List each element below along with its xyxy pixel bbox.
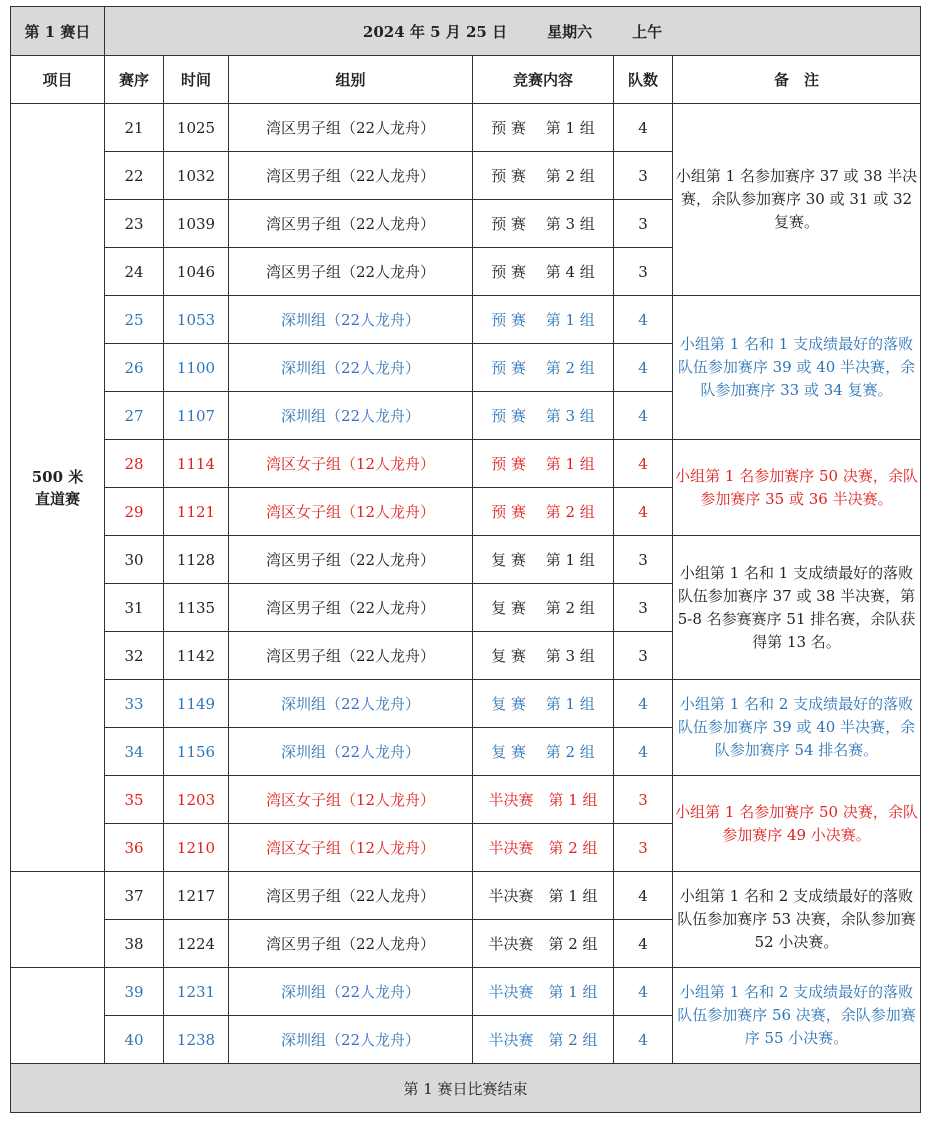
event-cell-empty xyxy=(11,872,105,968)
time-cell: 1149 xyxy=(164,680,229,728)
content-cell: 预 赛 第 4 组 xyxy=(473,248,614,296)
teams-cell: 4 xyxy=(614,392,673,440)
group-cell: 湾区男子组（22人龙舟） xyxy=(229,104,473,152)
group-cell: 深圳组（22人龙舟） xyxy=(229,296,473,344)
teams-cell: 4 xyxy=(614,488,673,536)
group-cell: 深圳组（22人龙舟） xyxy=(229,392,473,440)
time-cell: 1224 xyxy=(164,920,229,968)
time-cell: 1128 xyxy=(164,536,229,584)
teams-cell: 3 xyxy=(614,152,673,200)
seq-cell: 24 xyxy=(105,248,164,296)
note-cell: 小组第 1 名参加赛序 50 决赛，余队参加赛序 49 小决赛。 xyxy=(673,776,921,872)
time-cell: 1046 xyxy=(164,248,229,296)
content-cell: 复 赛 第 1 组 xyxy=(473,680,614,728)
col-header-time: 时间 xyxy=(164,56,229,104)
group-cell: 湾区男子组（22人龙舟） xyxy=(229,536,473,584)
col-header-notes: 备 注 xyxy=(673,56,921,104)
table-row xyxy=(11,296,921,344)
col-header-teams: 队数 xyxy=(614,56,673,104)
teams-cell: 4 xyxy=(614,920,673,968)
group-cell: 深圳组（22人龙舟） xyxy=(229,1016,473,1064)
group-cell: 湾区女子组（12人龙舟） xyxy=(229,440,473,488)
note-cell: 小组第 1 名和 2 支成绩最好的落败队伍参加赛序 53 决赛，余队参加赛 52 小决赛。 xyxy=(673,872,921,968)
group-cell: 湾区男子组（22人龙舟） xyxy=(229,632,473,680)
col-header-content: 竞赛内容 xyxy=(473,56,614,104)
seq-cell: 29 xyxy=(105,488,164,536)
seq-cell: 37 xyxy=(105,872,164,920)
teams-cell: 4 xyxy=(614,296,673,344)
schedule-table xyxy=(10,6,921,1113)
table-row xyxy=(11,968,921,1016)
group-cell: 深圳组（22人龙舟） xyxy=(229,344,473,392)
group-cell: 湾区女子组（12人龙舟） xyxy=(229,488,473,536)
content-cell: 预 赛 第 1 组 xyxy=(473,104,614,152)
teams-cell: 3 xyxy=(614,248,673,296)
seq-cell: 25 xyxy=(105,296,164,344)
footer-text: 第 1 赛日比赛结束 xyxy=(11,1064,921,1113)
group-cell: 深圳组（22人龙舟） xyxy=(229,680,473,728)
col-header-event: 项目 xyxy=(11,56,105,104)
content-cell: 复 赛 第 1 组 xyxy=(473,536,614,584)
time-cell: 1203 xyxy=(164,776,229,824)
content-cell: 半决赛 第 2 组 xyxy=(473,920,614,968)
col-header-group: 组别 xyxy=(229,56,473,104)
seq-cell: 38 xyxy=(105,920,164,968)
time-cell: 1053 xyxy=(164,296,229,344)
group-cell: 湾区女子组（12人龙舟） xyxy=(229,824,473,872)
content-cell: 复 赛 第 2 组 xyxy=(473,584,614,632)
event-cell-empty xyxy=(11,968,105,1064)
content-cell: 预 赛 第 2 组 xyxy=(473,152,614,200)
table-row xyxy=(11,680,921,728)
group-cell: 湾区女子组（12人龙舟） xyxy=(229,776,473,824)
table-row xyxy=(11,776,921,824)
content-cell: 半决赛 第 1 组 xyxy=(473,872,614,920)
teams-cell: 3 xyxy=(614,824,673,872)
event-name-line1: 500 米 xyxy=(31,467,84,486)
note-cell: 小组第 1 名和 1 支成绩最好的落败队伍参加赛序 39 或 40 半决赛，余队参加赛序 33 或 34 复赛。 xyxy=(673,296,921,440)
content-cell: 半决赛 第 2 组 xyxy=(473,824,614,872)
content-cell: 半决赛 第 1 组 xyxy=(473,776,614,824)
seq-cell: 39 xyxy=(105,968,164,1016)
time-cell: 1231 xyxy=(164,968,229,1016)
note-cell: 小组第 1 名和 2 支成绩最好的落败队伍参加赛序 39 或 40 半决赛，余队参加赛序 54 排名赛。 xyxy=(673,680,921,776)
teams-cell: 4 xyxy=(614,440,673,488)
group-cell: 深圳组（22人龙舟） xyxy=(229,728,473,776)
title-row xyxy=(11,7,921,56)
content-cell: 预 赛 第 2 组 xyxy=(473,344,614,392)
content-cell: 预 赛 第 3 组 xyxy=(473,200,614,248)
content-cell: 复 赛 第 2 组 xyxy=(473,728,614,776)
table-row xyxy=(11,872,921,920)
content-cell: 半决赛 第 2 组 xyxy=(473,1016,614,1064)
note-cell: 小组第 1 名参加赛序 50 决赛，余队参加赛序 35 或 36 半决赛。 xyxy=(673,440,921,536)
time-cell: 1114 xyxy=(164,440,229,488)
teams-cell: 4 xyxy=(614,680,673,728)
content-cell: 预 赛 第 2 组 xyxy=(473,488,614,536)
teams-cell: 3 xyxy=(614,536,673,584)
seq-cell: 34 xyxy=(105,728,164,776)
time-cell: 1135 xyxy=(164,584,229,632)
content-cell: 预 赛 第 1 组 xyxy=(473,296,614,344)
seq-cell: 28 xyxy=(105,440,164,488)
seq-cell: 21 xyxy=(105,104,164,152)
time-cell: 1238 xyxy=(164,1016,229,1064)
group-cell: 湾区男子组（22人龙舟） xyxy=(229,584,473,632)
seq-cell: 35 xyxy=(105,776,164,824)
note-cell: 小组第 1 名和 2 支成绩最好的落败队伍参加赛序 56 决赛，余队参加赛序 55 小决赛。 xyxy=(673,968,921,1064)
seq-cell: 32 xyxy=(105,632,164,680)
col-header-seq: 赛序 xyxy=(105,56,164,104)
content-cell: 半决赛 第 1 组 xyxy=(473,968,614,1016)
teams-cell: 3 xyxy=(614,200,673,248)
seq-cell: 22 xyxy=(105,152,164,200)
seq-cell: 27 xyxy=(105,392,164,440)
seq-cell: 36 xyxy=(105,824,164,872)
time-cell: 1025 xyxy=(164,104,229,152)
group-cell: 湾区男子组（22人龙舟） xyxy=(229,200,473,248)
time-cell: 1210 xyxy=(164,824,229,872)
day-label: 第 1 赛日 xyxy=(11,7,105,56)
time-cell: 1217 xyxy=(164,872,229,920)
period-text: 上午 xyxy=(632,22,663,41)
event-name-line2: 直道赛 xyxy=(34,489,80,508)
content-cell: 预 赛 第 1 组 xyxy=(473,440,614,488)
event-cell xyxy=(11,104,105,872)
teams-cell: 3 xyxy=(614,584,673,632)
teams-cell: 3 xyxy=(614,776,673,824)
seq-cell: 31 xyxy=(105,584,164,632)
time-cell: 1039 xyxy=(164,200,229,248)
group-cell: 深圳组（22人龙舟） xyxy=(229,968,473,1016)
group-cell: 湾区男子组（22人龙舟） xyxy=(229,872,473,920)
time-cell: 1156 xyxy=(164,728,229,776)
table-row xyxy=(11,104,921,152)
time-cell: 1100 xyxy=(164,344,229,392)
seq-cell: 40 xyxy=(105,1016,164,1064)
date-header xyxy=(105,7,921,56)
footer-row xyxy=(11,1064,921,1113)
teams-cell: 3 xyxy=(614,632,673,680)
weekday-text: 星期六 xyxy=(547,22,593,41)
teams-cell: 4 xyxy=(614,728,673,776)
group-cell: 湾区男子组（22人龙舟） xyxy=(229,248,473,296)
group-cell: 湾区男子组（22人龙舟） xyxy=(229,152,473,200)
teams-cell: 4 xyxy=(614,872,673,920)
seq-cell: 30 xyxy=(105,536,164,584)
seq-cell: 23 xyxy=(105,200,164,248)
teams-cell: 4 xyxy=(614,344,673,392)
table-row xyxy=(11,536,921,584)
teams-cell: 4 xyxy=(614,968,673,1016)
time-cell: 1107 xyxy=(164,392,229,440)
date-text: 2024 年 5 月 25 日 xyxy=(362,22,508,41)
column-header-row xyxy=(11,56,921,104)
table-row xyxy=(11,440,921,488)
teams-cell: 4 xyxy=(614,1016,673,1064)
note-cell: 小组第 1 名参加赛序 37 或 38 半决赛，余队参加赛序 30 或 31 或 32 复赛。 xyxy=(673,104,921,296)
seq-cell: 26 xyxy=(105,344,164,392)
time-cell: 1142 xyxy=(164,632,229,680)
teams-cell: 4 xyxy=(614,104,673,152)
seq-cell: 33 xyxy=(105,680,164,728)
time-cell: 1032 xyxy=(164,152,229,200)
note-cell: 小组第 1 名和 1 支成绩最好的落败队伍参加赛序 37 或 38 半决赛，第 5-8 名参赛赛序 51 排名赛，余队获得第 13 名。 xyxy=(673,536,921,680)
time-cell: 1121 xyxy=(164,488,229,536)
group-cell: 湾区男子组（22人龙舟） xyxy=(229,920,473,968)
content-cell: 预 赛 第 3 组 xyxy=(473,392,614,440)
content-cell: 复 赛 第 3 组 xyxy=(473,632,614,680)
